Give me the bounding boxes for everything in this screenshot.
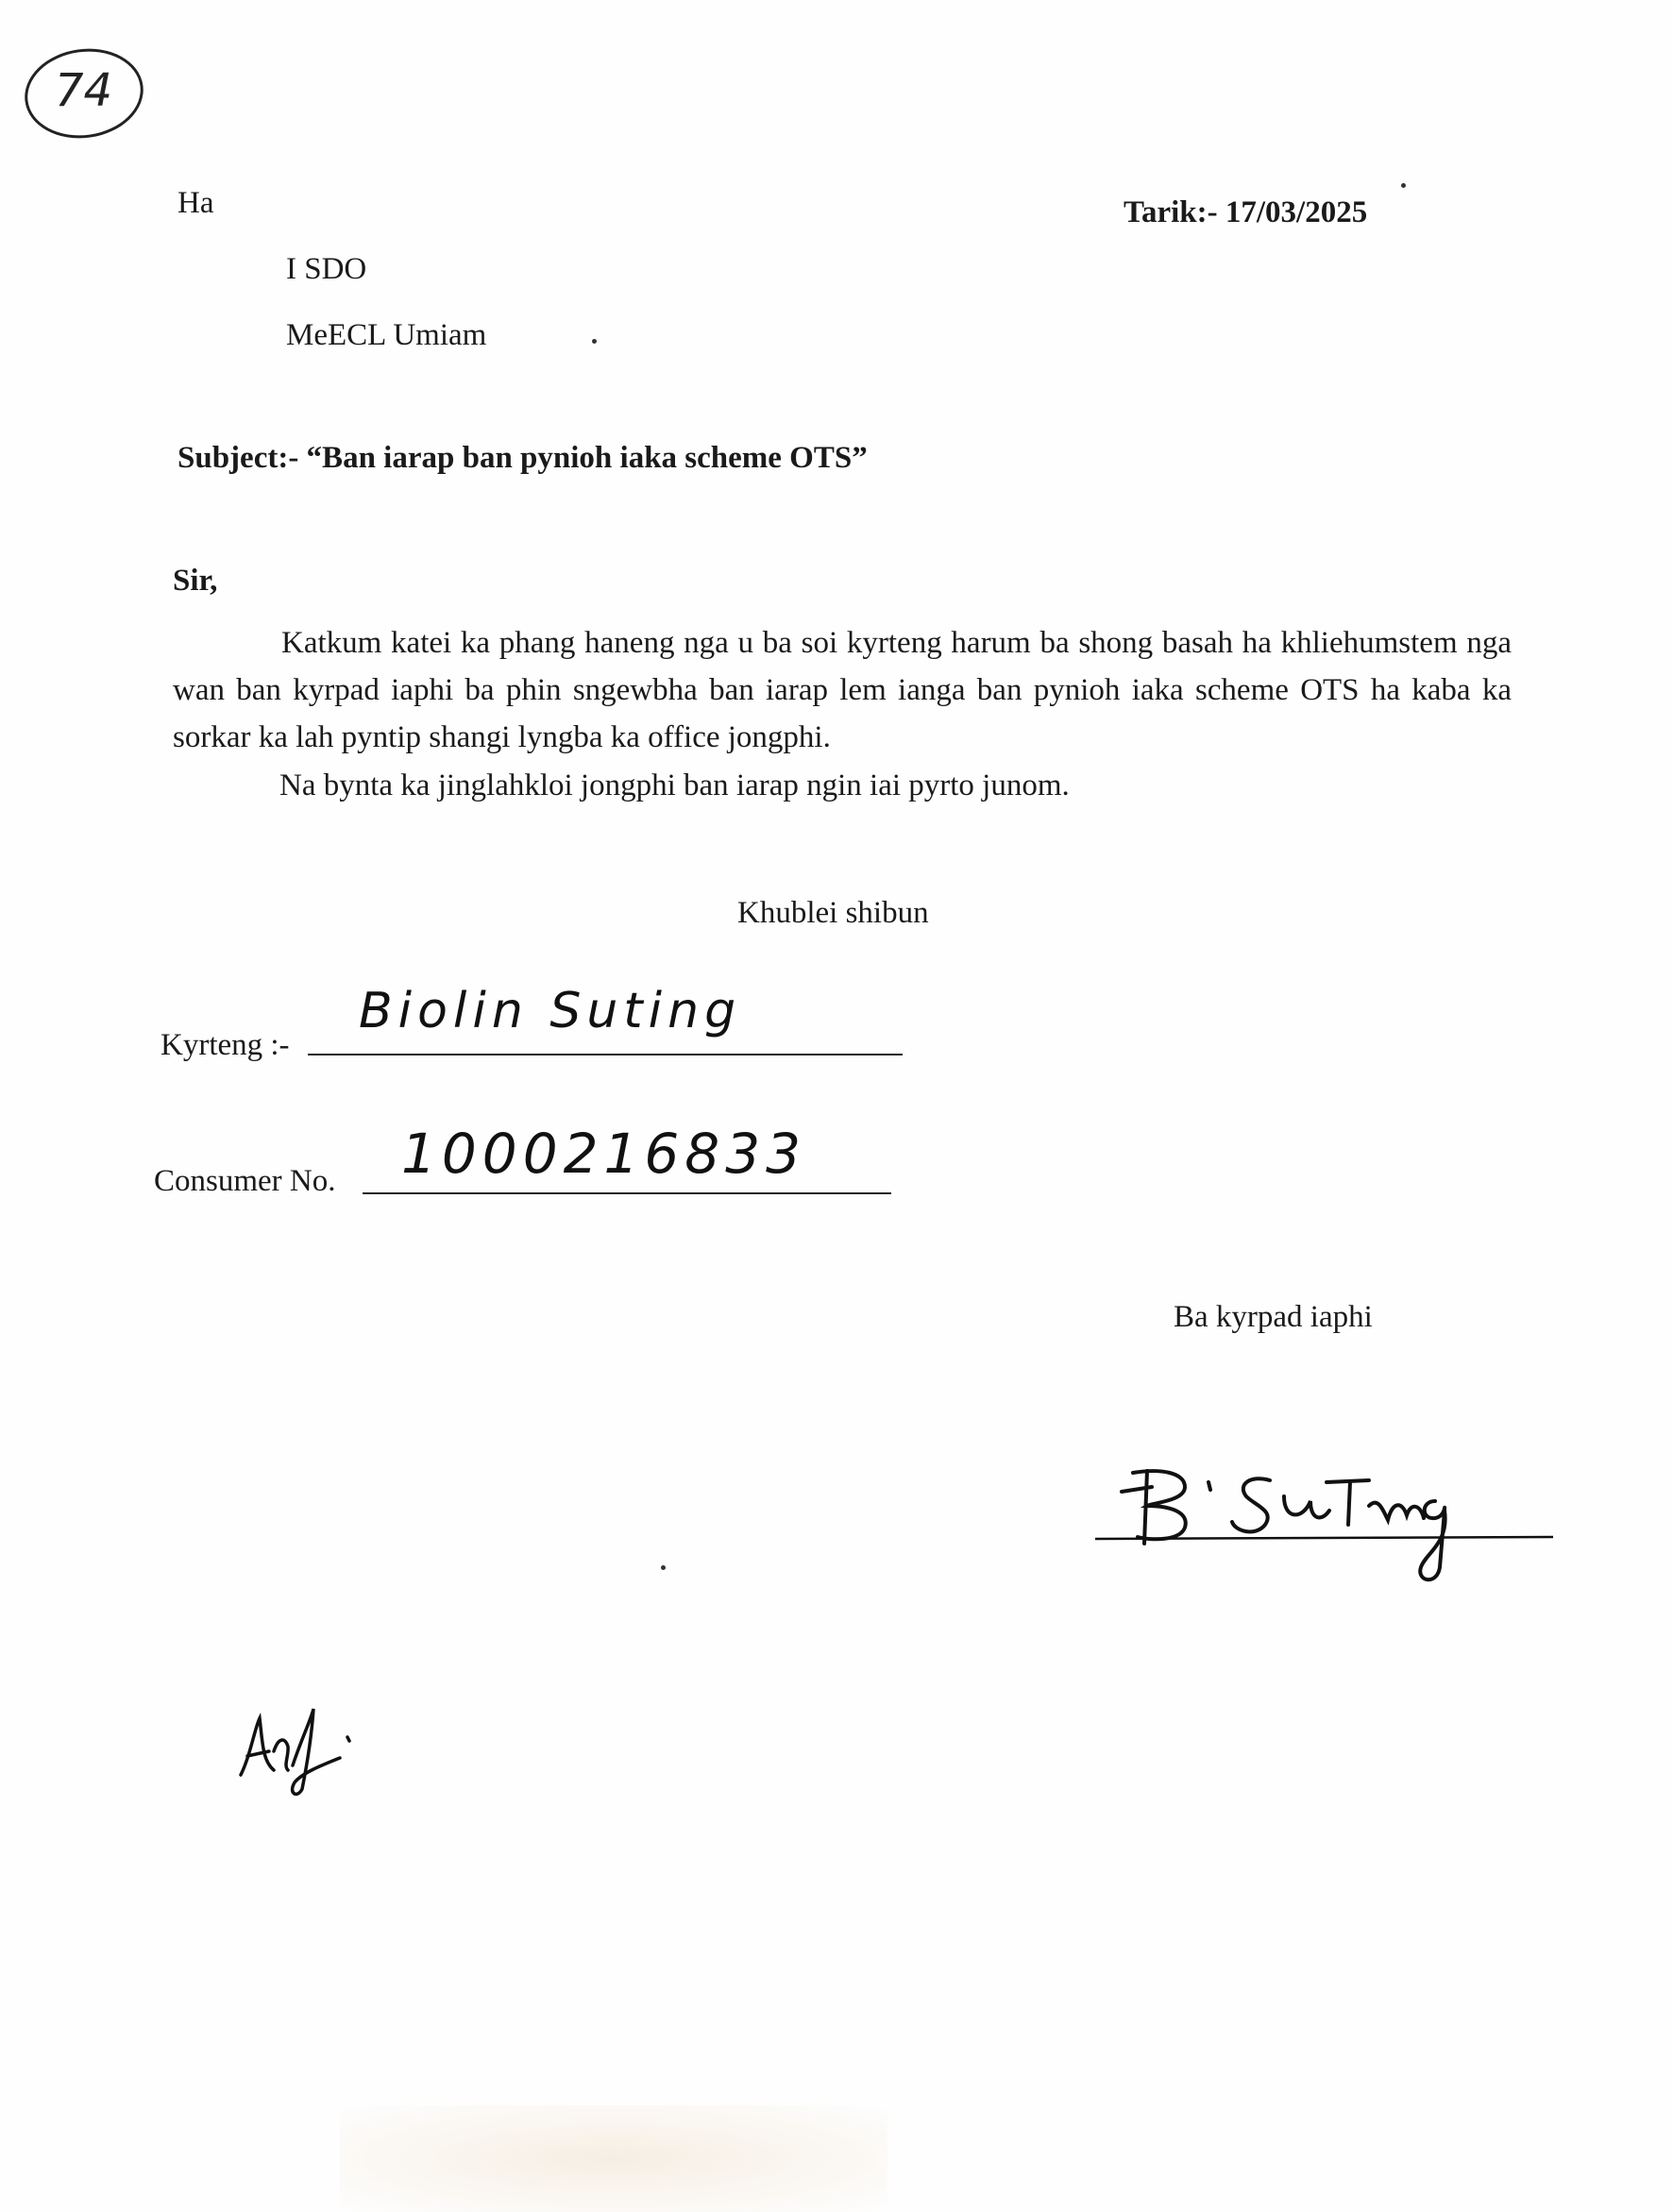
body-paragraph-2: Na bynta ka jinglahkloi jongphi ban iarap ngin iai pyrto junom.	[279, 768, 1070, 802]
name-label: Kyrteng :-	[161, 1028, 290, 1062]
recipient-line-1: I SDO	[286, 252, 367, 286]
name-underline	[308, 1054, 903, 1055]
body-paragraph-1: Katkum katei ka phang haneng nga u ba soi kyrteng harum ba shong basah ha khliehumstem nga wan ban kyrpad iaphi ba phin sngewbha ban iarap lem ianga ban pynioh iaka scheme OTS ha kaba ka sorkar ka lah pyntip shangi lyngba ka office jongphi.	[173, 626, 1512, 754]
consumer-label: Consumer No.	[154, 1164, 336, 1198]
date-line: Tarik:- 17/03/2025	[1124, 195, 1368, 229]
closing-text: Khublei shibun	[737, 896, 929, 930]
speck	[1401, 183, 1406, 188]
consumer-underline	[363, 1192, 891, 1194]
initials-graphic	[236, 1699, 368, 1803]
consumer-handwritten: 1000216833	[401, 1122, 807, 1186]
salutation-to: Ha	[177, 186, 214, 220]
sign-off: Ba kyrpad iaphi	[1174, 1300, 1373, 1334]
recipient-line-2: MeECL Umiam	[286, 318, 487, 352]
speck	[592, 339, 597, 344]
speck	[661, 1565, 666, 1570]
greeting: Sir,	[173, 564, 218, 598]
page-number: 74	[55, 64, 113, 117]
scan-smudge	[340, 2105, 887, 2212]
subject-line: Subject:- “Ban iarap ban pynioh iaka scheme OTS”	[177, 441, 868, 475]
name-handwritten: Biolin Suting	[359, 983, 742, 1039]
signature-graphic	[1095, 1454, 1567, 1605]
